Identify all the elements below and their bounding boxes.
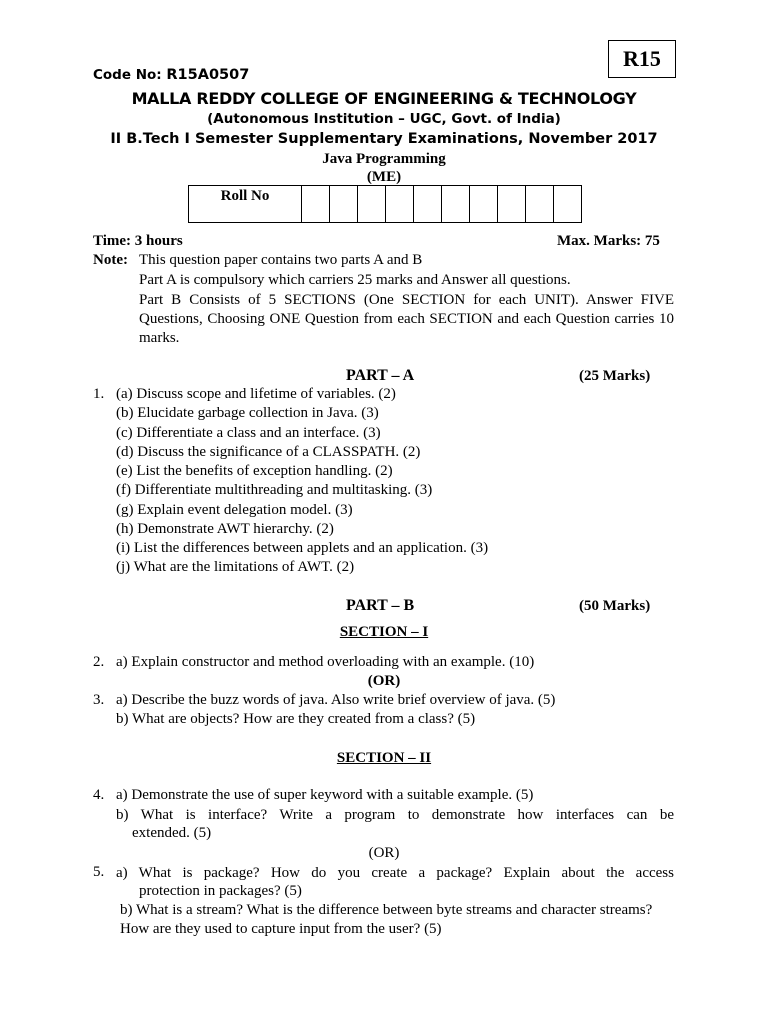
- section-2-title: SECTION – II: [336, 750, 432, 766]
- roll-number-label: Roll No: [189, 186, 302, 223]
- roll-box[interactable]: [414, 186, 442, 223]
- note-line: Part A is compulsory which carriers 25 marks and Answer all questions.: [139, 272, 571, 288]
- part-a-item: (e) List the benefits of exception handling. (2): [116, 463, 393, 479]
- question-text: a) Explain constructor and method overloading with an example. (10): [116, 654, 535, 670]
- question-text: b) What is a stream? What is the difference between byte streams and character streams?: [120, 902, 653, 918]
- roll-box[interactable]: [470, 186, 498, 223]
- section-1-title: SECTION – I: [339, 624, 429, 640]
- branch-label: (ME): [366, 169, 402, 185]
- code-number: [93, 67, 249, 83]
- part-b-title: PART – B: [346, 597, 415, 614]
- time-allowed: Time: 3 hours: [93, 233, 183, 249]
- part-a-item: (h) Demonstrate AWT hierarchy. (2): [116, 521, 334, 537]
- part-a-item: (c) Differentiate a class and an interface. (3): [116, 425, 381, 441]
- part-a-item: (j) What are the limitations of AWT. (2): [116, 559, 355, 575]
- part-a-item: (b) Elucidate garbage collection in Java. (3): [116, 405, 379, 421]
- roll-box[interactable]: [498, 186, 526, 223]
- roll-box[interactable]: [302, 186, 330, 223]
- question-number: 4.: [93, 787, 105, 803]
- code-value: R15A0507: [166, 67, 250, 83]
- roll-box[interactable]: [554, 186, 582, 223]
- question-text: extended. (5): [132, 825, 212, 841]
- code-label: Code No:: [93, 67, 162, 83]
- question-text: a) Demonstrate the use of super keyword with a suitable example. (5): [116, 787, 534, 803]
- roll-box[interactable]: [330, 186, 358, 223]
- question-text: b) What are objects? How are they created from a class? (5): [116, 711, 476, 727]
- autonomy-line: (Autonomous Institution – UGC, Govt. of India): [207, 111, 561, 127]
- roll-box[interactable]: [386, 186, 414, 223]
- or-divider: (OR): [368, 845, 400, 861]
- note-line: Part B Consists of 5 SECTIONS (One SECTION for each UNIT). Answer FIVE Questions, Choosing ONE Question from each SECTION and each Question carries 10 marks.: [139, 292, 674, 346]
- question-text: a) What is package? How do you create a package? Explain about the access: [116, 865, 674, 881]
- part-a-item: (f) Differentiate multithreading and multitasking. (3): [116, 482, 433, 498]
- part-a-marks: (25 Marks): [579, 368, 651, 384]
- note-label: Note:: [93, 252, 128, 268]
- regulation-badge: R15: [608, 40, 676, 78]
- roll-number-grid: [188, 185, 582, 223]
- roll-box[interactable]: [526, 186, 554, 223]
- subject-title: Java Programming: [322, 151, 446, 167]
- note-line: This question paper contains two parts A and B: [139, 252, 423, 268]
- part-a-item: (g) Explain event delegation model. (3): [116, 502, 353, 518]
- college-name: MALLA REDDY COLLEGE OF ENGINEERING & TECHNOLOGY: [131, 89, 637, 108]
- or-divider: (OR): [367, 673, 401, 689]
- max-marks: Max. Marks: 75: [557, 233, 660, 249]
- question-text: How are they used to capture input from the user? (5): [120, 921, 442, 937]
- roll-box[interactable]: [442, 186, 470, 223]
- part-a-item: (i) List the differences between applets and an application. (3): [116, 540, 489, 556]
- exam-title: II B.Tech I Semester Supplementary Examinations, November 2017: [110, 131, 658, 147]
- part-a-title: PART – A: [346, 367, 415, 384]
- question-number: 1.: [93, 386, 105, 402]
- question-text: protection in packages? (5): [139, 883, 302, 899]
- question-text: b) What is interface? Write a program to demonstrate how interfaces can be: [116, 807, 674, 823]
- part-b-marks: (50 Marks): [579, 598, 651, 614]
- question-number: 3.: [93, 692, 105, 708]
- part-a-item: (a) Discuss scope and lifetime of variables. (2): [116, 386, 396, 402]
- roll-box[interactable]: [358, 186, 386, 223]
- question-number: 5.: [93, 864, 105, 880]
- question-number: 2.: [93, 654, 105, 670]
- question-text: a) Describe the buzz words of java. Also write brief overview of java. (5): [116, 692, 556, 708]
- part-a-item: (d) Discuss the significance of a CLASSPATH. (2): [116, 444, 421, 460]
